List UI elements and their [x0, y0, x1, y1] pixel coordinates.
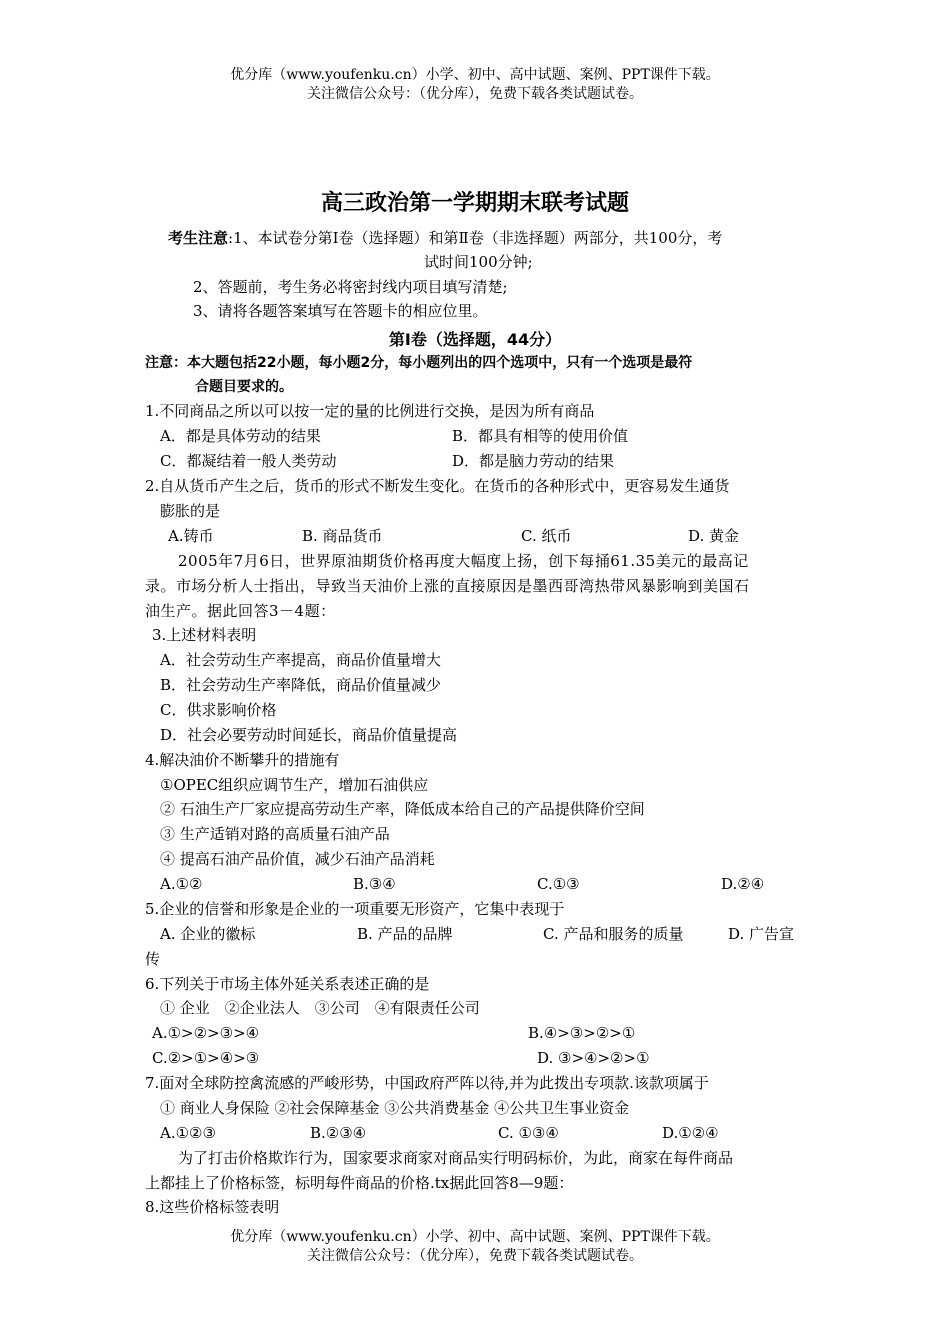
notice-item-3: 3、请将各题答案填写在答题卡的相应位里。: [193, 302, 488, 320]
q3-option-d: D．社会必要劳动时间延长，商品价值量提高: [160, 726, 458, 744]
page-title: 高三政治第一学期期末联考试题: [320, 191, 629, 216]
q1-option-b: B．都具有相等的使用价值: [452, 427, 629, 445]
q4-item-2: ② 石油生产厂家应提高劳动生产率，降低成本给自己的产品提供降价空间: [160, 800, 645, 818]
q8-stem: 8.这些价格标签表明: [145, 1198, 280, 1216]
q3-stem: 3.上述材料表明: [152, 626, 257, 644]
q4-option-c: C.①③: [537, 875, 580, 893]
q3-option-b: B．社会劳动生产率降低，商品价值量减少: [160, 676, 442, 694]
q5-option-c: C. 产品和服务的质量: [543, 925, 684, 943]
material-1-line-3: 油生产。据此回答3－4题：: [145, 602, 336, 620]
section-note-1: 注意：本大题包括22小题，每小题2分，每小题列出的四个选项中，只有一个选项是最符: [145, 355, 693, 371]
q5-stem: 5.企业的信誉和形象是企业的一项重要无形资产，它集中表现于: [145, 900, 565, 918]
material-2-line-2: 上都挂上了价格标签，标明每件商品的价格.tx据此回答8—9题：: [145, 1174, 574, 1192]
section-1-title: 第Ⅰ卷（选择题，44分）: [388, 330, 562, 349]
q3-option-c: C．供求影响价格: [160, 701, 277, 719]
material-1-line-1: 2005年7月6日，世界原油期货价格再度大幅度上扬，创下每捅61.35美元的最高记: [178, 552, 749, 570]
q2-stem-1: 2.自从货币产生之后，货币的形式不断发生变化。在货币的各种形式中，更容易发生通货: [145, 477, 730, 495]
q6-option-d: D. ③>④>②>①: [537, 1049, 650, 1067]
q7-option-d: D.①②④: [662, 1124, 719, 1142]
q7-stem: 7.面对全球防控禽流感的严峻形势，中国政府严阵以待,并为此拨出专项款.该款项属于: [145, 1074, 709, 1092]
q7-option-c: C. ①③④: [498, 1124, 559, 1142]
q6-items: ① 企业 ②企业法人 ③公司 ④有限责任公司: [160, 999, 480, 1017]
q4-item-4: ④ 提高石油产品价值，减少石油产品消耗: [160, 850, 435, 868]
q4-option-a: A.①②: [160, 875, 203, 893]
notice-item-1-cont: 试时间100分钟;: [424, 253, 533, 271]
footer-line-1: 优分库（www.youfenku.cn）小学、初中、高中试题、案例、PPT课件下载。: [230, 1229, 720, 1245]
section-note-2: 合题目要求的。: [195, 379, 293, 395]
header-line-2: 关注微信公众号：（优分库），免费下载各类试题试卷。: [307, 86, 643, 102]
material-1-line-2: 录。市场分析人士指出，导致当天油价上涨的直接原因是墨西哥湾热带风暴影响到美国石: [145, 577, 750, 595]
notice-item-1-text: :1、本试卷分第Ⅰ卷（选择题）和第Ⅱ卷（非选择题）两部分，共100分，考: [228, 229, 723, 247]
q6-option-c: C.②>①>④>③: [152, 1049, 260, 1067]
q3-option-a: A．社会劳动生产率提高，商品价值量增大: [160, 651, 441, 669]
q5-option-d: D. 广告宣: [728, 925, 795, 943]
q6-stem: 6.下列关于市场主体外延关系表述正确的是: [145, 975, 430, 993]
q1-option-c: C．都凝结着一般人类劳动: [160, 452, 337, 470]
q5-option-b: B. 产品的品牌: [357, 925, 453, 943]
notice-item-1: [168, 228, 722, 248]
q2-stem-2: 膨胀的是: [160, 502, 221, 520]
notice-label: 考生注意: [168, 229, 229, 247]
q2-option-b: B. 商品货币: [302, 527, 383, 545]
q5-option-a: A. 企业的徽标: [160, 925, 256, 943]
q2-option-d: D. 黄金: [688, 527, 740, 545]
material-2-line-1: 为了打击价格欺诈行为，国家要求商家对商品实行明码标价，为此，商家在每件商品: [178, 1149, 734, 1167]
q7-option-a: A.①②③: [160, 1124, 216, 1142]
q4-option-d: D.②④: [721, 875, 765, 893]
q1-option-d: D．都是脑力劳动的结果: [452, 452, 615, 470]
q5-option-d-cont: 传: [145, 950, 161, 968]
q4-stem: 4.解决油价不断攀升的措施有: [145, 751, 340, 769]
q1-option-a: A．都是具体劳动的结果: [160, 427, 321, 445]
q7-option-b: B.②③④: [310, 1124, 367, 1142]
q6-option-a: A.①>②>③>④: [152, 1024, 260, 1042]
q2-option-a: A.铸币: [168, 527, 214, 545]
q6-option-b: B.④>③>②>①: [528, 1024, 636, 1042]
notice-item-2: 2、答题前，考生务必将密封线内项目填写清楚;: [193, 278, 508, 296]
q4-item-1: ①OPEC组织应调节生产，增加石油供应: [160, 776, 429, 794]
q4-option-b: B.③④: [353, 875, 396, 893]
q7-items: ① 商业人身保险 ②社会保障基金 ③公共消费基金 ④公共卫生事业资金: [160, 1099, 630, 1117]
footer-line-2: 关注微信公众号：（优分库），免费下载各类试题试卷。: [307, 1248, 643, 1264]
q4-item-3: ③ 生产适销对路的高质量石油产品: [160, 825, 390, 843]
header-line-1: 优分库（www.youfenku.cn）小学、初中、高中试题、案例、PPT课件下载。: [230, 67, 720, 83]
q1-stem: 1.不同商品之所以可以按一定的量的比例进行交换，是因为所有商品: [145, 402, 595, 420]
q2-option-c: C. 纸币: [521, 527, 572, 545]
